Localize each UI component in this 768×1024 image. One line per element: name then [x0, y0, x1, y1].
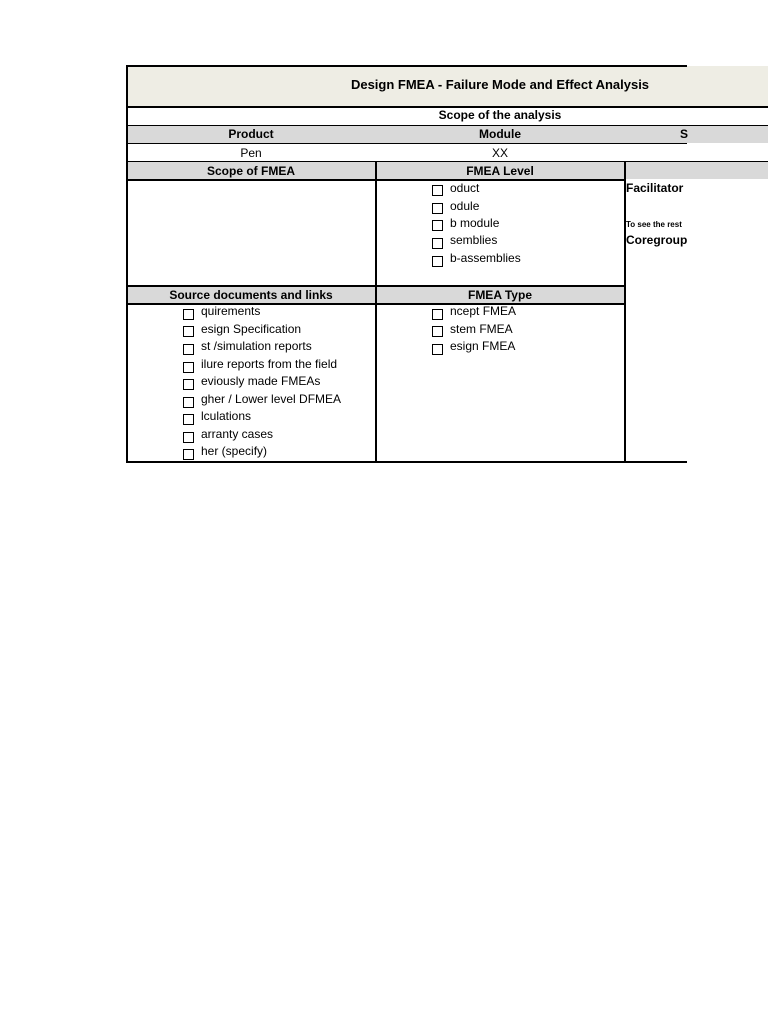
border-left: [126, 65, 128, 463]
fmea-type-label: esign FMEA: [450, 339, 516, 353]
source-doc-label: arranty cases: [201, 427, 274, 441]
source-doc-label: lculations: [201, 409, 252, 423]
source-doc-label: esign Specification: [201, 322, 302, 336]
source-doc-label: ilure reports from the field: [201, 357, 338, 371]
facilitator-label: Facilitator: [626, 181, 684, 195]
section-fmea-type: FMEA Type: [467, 288, 532, 302]
source-doc-checkbox[interactable]: [183, 397, 194, 408]
fmea-type-checkbox[interactable]: [432, 326, 443, 337]
fmea-level-checkbox[interactable]: [432, 185, 443, 196]
source-doc-label: her (specify): [201, 444, 268, 458]
section-fmea-level: FMEA Level: [466, 164, 534, 178]
source-doc-label: gher / Lower level DFMEA: [201, 392, 342, 406]
document-title: Design FMEA - Failure Mode and Effect Analysis: [350, 77, 650, 92]
border-top: [127, 65, 687, 67]
source-doc-checkbox[interactable]: [183, 344, 194, 355]
source-doc-checkbox[interactable]: [183, 379, 194, 390]
fmea-type-label: stem FMEA: [450, 322, 513, 336]
product-value: Pen: [240, 146, 262, 160]
border-bottom: [127, 461, 687, 463]
column-header-product: Product: [228, 127, 274, 141]
fmea-level-checkbox[interactable]: [432, 220, 443, 231]
fmea-level-label: b-assemblies: [450, 251, 521, 265]
column-header-partial: S: [680, 127, 689, 141]
fmea-level-label: odule: [450, 199, 480, 213]
rule-above-section-1: [127, 161, 768, 162]
source-doc-checkbox[interactable]: [183, 449, 194, 460]
coregroup-label: Coregroup: [626, 233, 688, 247]
module-value: XX: [491, 146, 508, 160]
column-divider-2: [624, 161, 626, 462]
column-header-module: Module: [479, 127, 521, 141]
source-doc-checkbox[interactable]: [183, 432, 194, 443]
source-doc-label: quirements: [201, 304, 261, 318]
rule-below-title: [127, 106, 768, 108]
fmea-level-label: semblies: [450, 233, 498, 247]
source-doc-checkbox[interactable]: [183, 362, 194, 373]
section-source-docs: Source documents and links: [169, 288, 333, 302]
fmea-level-checkbox[interactable]: [432, 203, 443, 214]
scope-heading: Scope of the analysis: [438, 108, 562, 122]
fmea-level-checkbox[interactable]: [432, 238, 443, 249]
source-doc-checkbox[interactable]: [183, 309, 194, 320]
source-doc-checkbox[interactable]: [183, 414, 194, 425]
source-doc-label: eviously made FMEAs: [201, 374, 321, 388]
fmea-type-label: ncept FMEA: [450, 304, 517, 318]
section-scope-of-fmea: Scope of FMEA: [206, 164, 295, 178]
fmea-type-checkbox[interactable]: [432, 309, 443, 320]
rest-note: To see the rest: [626, 220, 682, 229]
rule-above-columns: [127, 125, 768, 126]
fmea-type-checkbox[interactable]: [432, 344, 443, 355]
source-doc-checkbox[interactable]: [183, 326, 194, 337]
fmea-level-label: b module: [450, 216, 500, 230]
source-doc-label: st /simulation reports: [201, 339, 312, 353]
fmea-level-checkbox[interactable]: [432, 256, 443, 267]
rule-below-columns: [127, 143, 687, 144]
fmea-level-label: oduct: [450, 181, 480, 195]
column-divider-1: [375, 161, 377, 462]
